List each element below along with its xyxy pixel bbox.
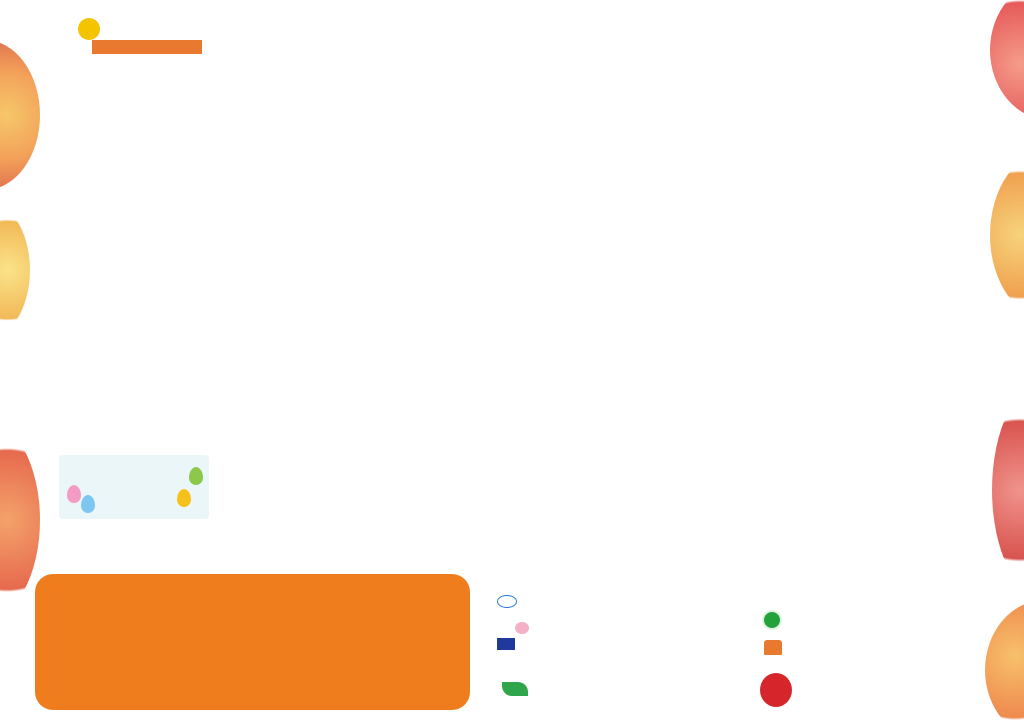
leaf-icon (502, 682, 528, 696)
easter-image (59, 455, 209, 519)
anti-gaspi-logo (760, 673, 792, 707)
citrus-decoration (0, 200, 30, 340)
citrus-decoration (0, 420, 40, 620)
citrus-decoration (990, 0, 1024, 120)
citrus-decoration (985, 600, 1024, 724)
local-product-icon (762, 610, 782, 630)
community-logo[interactable] (72, 14, 212, 70)
info-box (35, 574, 470, 710)
citrus-decoration (990, 150, 1024, 320)
pig-icon (515, 622, 529, 634)
citrus-decoration (992, 380, 1024, 600)
logo-band (92, 40, 202, 54)
citrus-decoration (0, 40, 40, 190)
fish-msc-icon (497, 595, 517, 608)
sun-icon (78, 18, 100, 40)
eu-flag-icon (497, 638, 515, 650)
chef-hat-icon (764, 640, 782, 655)
